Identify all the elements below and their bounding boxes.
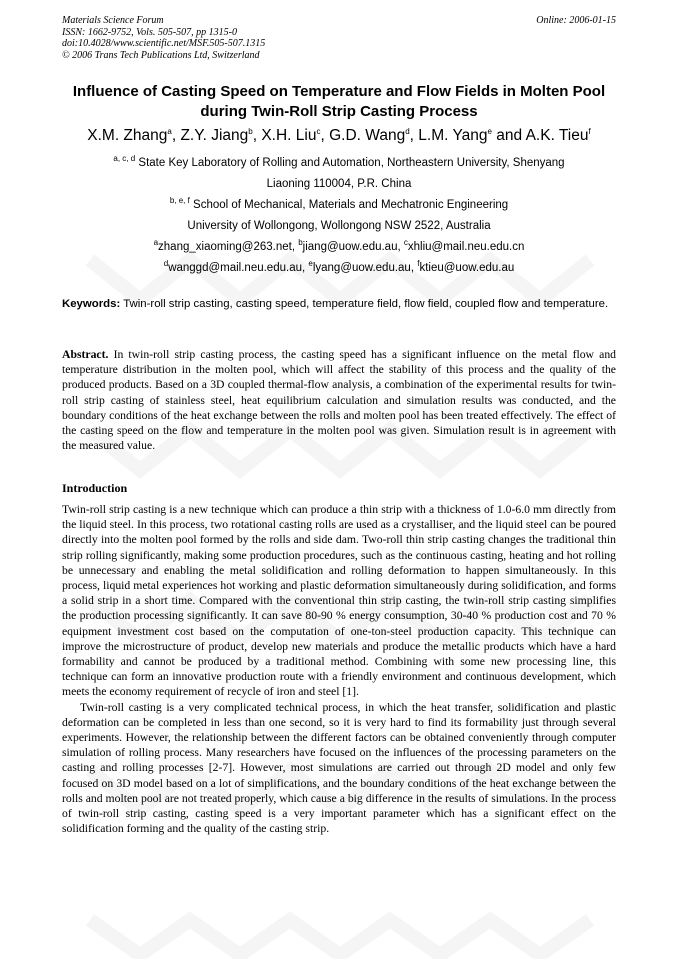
online-date: Online: 2006-01-15: [536, 15, 616, 26]
journal-header: [62, 15, 616, 61]
paragraph: Twin-roll casting is a very complicated technical process, in which the heat transfer, solidification and plastic deformation can be completed in less than one second, so it is very hard to find its formability just through several experiments. However, the relationship between the different factors can be obtained conveniently through computer simulation of rolling process. Many researchers have focused on the influences of the processing parameters on the casting and rolling processes [2-7]. However, most simulations are carried out through 2D model and only few focused on 3D model based on a lot of simplifications, and the boundary conditions of the heat exchange between the rolls and molten pool are not treated properly, which cause a big difference in the results of simulations. In the process of twin-roll strip casting, casting speed is a very important parameter which has a significant effect on the solidification forming and the quality of the casting strip.: [62, 700, 616, 836]
paragraph: Twin-roll strip casting is a new technique which can produce a thin strip with a thickness of 1.0-6.0 mm directly from the liquid steel. In this process, two rotational casting rolls are used as a crystalliser, and the liquid steel can be poured directly into the molten pool formed by the rolls and side dam. Two-roll thin strip casting changes the traditional thin strip rolling significantly, making some production procedures, such as the continuous casting, heating and hot rolling be unnecessary and enabling the metal solidification and rolling deformation to happen simultaneously. In this process, liquid metal experiences hot working and plastic deformation simultaneously during solidification, and forms a solid strip in a short time. Compared with the conventional thin strip casting, the twin-roll strip casting simplifies the production processing significantly. It can save 80-90 % energy consumption, 30-40 % production cost and 70 % equipment investment cost based on the computation of one-ton-steel production capacity. This technique can improve the microstructure of product, develop new materials and produce the metallic products which have a hard formability and cannot be produced by a traditional method. Combining with some new processing line, this technique can form an innovative production route with a friendly environment and continuous development, which meets the economy requirement of recycle of iron and steel [1].: [62, 503, 616, 699]
email-list: [62, 237, 616, 279]
author: Z.Y. Jiang$^b$,: [180, 126, 262, 144]
abstract-text: In twin-roll strip casting process, the casting speed has a significant influence on the metal flow and temperature distribution in the molten pool, which will affect the stability of this process and the quality of the produced products. Based on a 3D coupled thermal-flow analysis, a combination of the experimental results for twin-roll strip casting of stainless steel, heat equilibrium calculation and simulation results was conducted, and the boundary conditions of the heat exchange between the rolls and molten pool has been treated effectively. The effect of the casting speed on the flow and temperature in the molten pool was given. Simulation result is in agreement with the measured value.: [62, 348, 617, 453]
affiliation-1: $^{a, c, d}$ State Key Laboratory of Rolling and Automation, Northeastern University, Shenyang Liaoning 110004, P.R. China: [113, 154, 565, 190]
email-link[interactable]: zhang_xiaoming@263.net,: [158, 241, 299, 253]
author: L.M. Yang$^e$ and: [418, 126, 526, 144]
affiliation-2: $^{b, e, f}$ School of Mechanical, Materials and Mechatronic Engineering University of Wollongong, Wollongong NSW 2522, Australia: [169, 196, 509, 232]
section-heading-introduction: Introduction: [62, 481, 128, 495]
email-link[interactable]: lyang@uow.edu.au,: [312, 262, 418, 274]
email-line-1: $^a$zhang_xiaoming@263.net, $^b$jiang@uow.edu.au, $^c$xhliu@mail.neu.edu.cn: [153, 238, 525, 253]
journal-name: Materials Science Forum: [62, 15, 164, 26]
keywords-text: Twin-roll strip casting, casting speed, temperature field, flow field, coupled flow and temperature.: [123, 298, 609, 310]
author: G.D. Wang$^d$,: [329, 126, 419, 144]
copyright-line: © 2006 Trans Tech Publications Ltd, Switzerland: [62, 49, 260, 61]
author: X.M. Zhang$^a$,: [87, 126, 181, 144]
email-line-2: $^d$wanggd@mail.neu.edu.au, $^e$lyang@uow.edu.au, $^f$ktieu@uow.edu.au: [163, 259, 515, 274]
email-link[interactable]: wanggd@mail.neu.edu.au,: [168, 262, 309, 274]
author-list: [40, 127, 638, 145]
abstract: [62, 347, 616, 453]
keywords: [62, 297, 616, 312]
email-link[interactable]: xhliu@mail.neu.edu.cn: [407, 241, 525, 253]
paper-title: Influence of Casting Speed on Temperature and Flow Fields in Molten Pool during Twin-Roll Strip Casting Process: [72, 83, 606, 120]
keywords-label: Keywords:: [62, 298, 121, 310]
email-link[interactable]: jiang@uow.edu.au,: [302, 241, 404, 253]
abstract-label: Abstract.: [62, 348, 109, 361]
author: X.H. Liu$^c$,: [261, 126, 330, 144]
author: A.K. Tieu$^f$: [525, 126, 591, 144]
issn-line: ISSN: 1662-9752, Vols. 505-507, pp 1315-0: [62, 26, 237, 38]
email-link[interactable]: ktieu@uow.edu.au: [419, 262, 515, 274]
introduction-body: [62, 502, 616, 836]
doi-line: doi:10.4028/www.scientific.net/MSF.505-507.1315: [62, 38, 266, 49]
